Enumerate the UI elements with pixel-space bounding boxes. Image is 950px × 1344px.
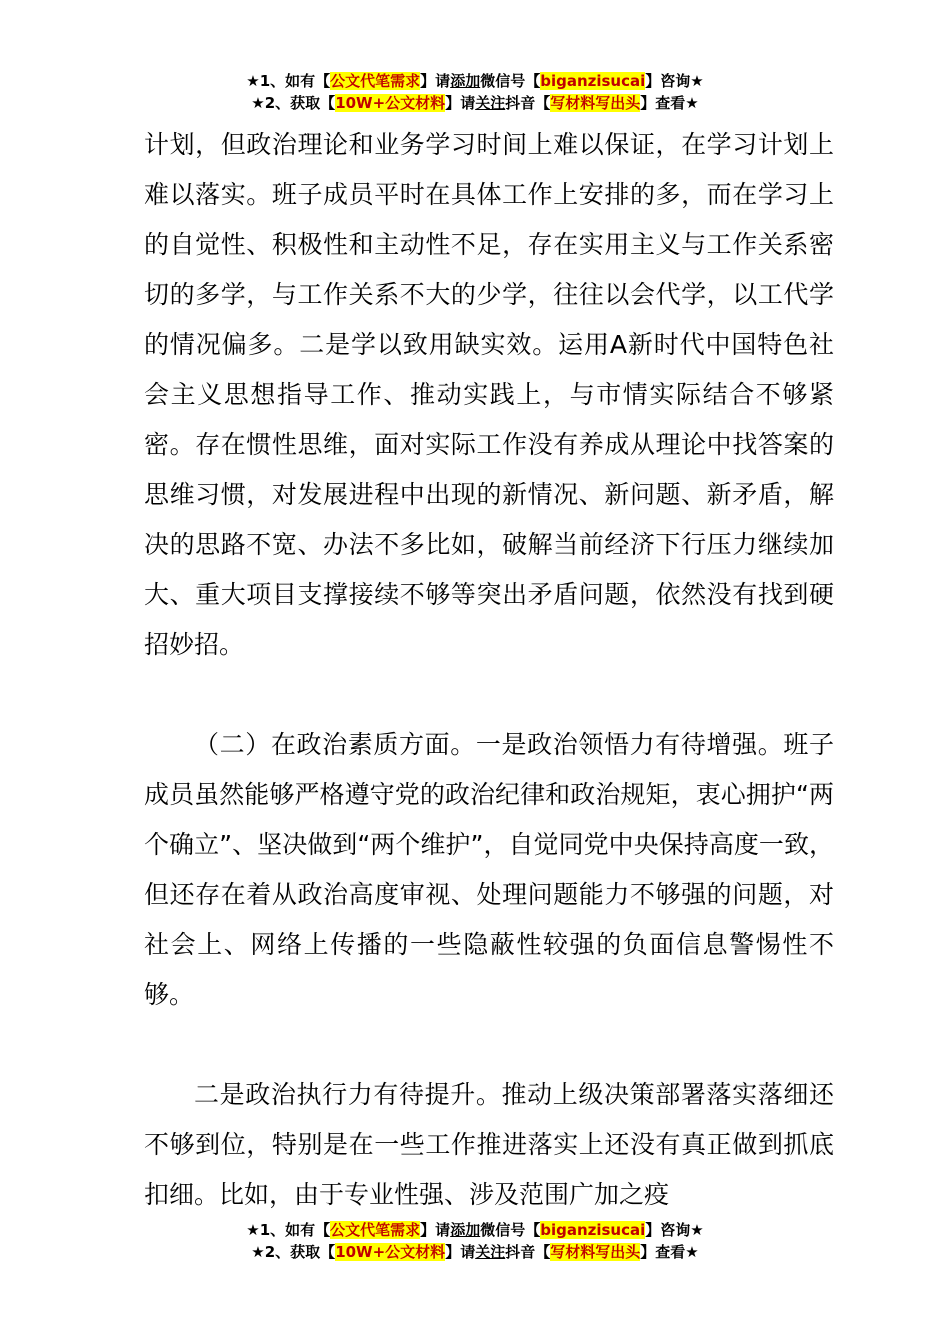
banner-text: 抖音【	[505, 94, 551, 112]
banner-text: 】请	[445, 1243, 476, 1261]
banner-line-2	[0, 1241, 950, 1263]
paragraph-gap	[144, 1020, 834, 1070]
banner-emphasis: 添加	[450, 72, 481, 90]
document-body	[144, 120, 834, 1220]
banner-text: 】请	[445, 94, 476, 112]
banner-emphasis: 关注	[475, 1243, 506, 1261]
paragraph-1: 计划，但政治理论和业务学习时间上难以保证，在学习计划上难以落实。班子成员平时在具体工作上安排的多，而在学习上的自觉性、积极性和主动性不足，存在实用主义与工作关系密切的多学，与工作关系不大的少学，往往以会代学，以工代学的情况偏多。二是学以致用缺实效。运用A新时代中国特色社会主义思想指导工作、推动实践上，与市情实际结合不够紧密。存在惯性思维，面对实际工作没有养成从理论中找答案的思维习惯，对发展进程中出现的新情况、新问题、新矛盾，解决的思路不宽、办法不多比如，破解当前经济下行压力继续加大、重大项目支撑接续不够等突出矛盾问题，依然没有找到硬招妙招。	[144, 130, 834, 659]
banner-line-1	[0, 70, 950, 92]
paragraph-2: （二）在政治素质方面。一是政治领悟力有待增强。班子成员虽然能够严格遵守党的政治纪律和政治规矩，衷心拥护“两个确立”、坚决做到“两个维护”，自觉同党中央保持高度一致，但还存在着从政治高度审视、处理问题能力不够强的问题，对社会上、网络上传播的一些隐蔽性较强的负面信息警惕性不够。	[144, 730, 834, 1009]
banner-text: 】咨询★	[645, 1221, 704, 1239]
banner-text: ★1、如有【	[246, 1221, 331, 1239]
banner-text: ★2、获取【	[251, 1243, 336, 1261]
paragraph-gap	[144, 670, 834, 720]
banner-text: 】请	[420, 1221, 451, 1239]
banner-text: 】查看★	[640, 94, 699, 112]
banner-line-2	[0, 92, 950, 114]
banner-line-1	[0, 1219, 950, 1241]
banner-text: ★2、获取【	[251, 94, 336, 112]
banner-emphasis: 关注	[475, 94, 506, 112]
banner-highlight: 写材料写出头	[550, 94, 641, 112]
header-banner	[0, 70, 950, 114]
banner-emphasis: 添加	[450, 1221, 481, 1239]
banner-text: 抖音【	[505, 1243, 551, 1261]
banner-text: 】请	[420, 72, 451, 90]
banner-text: 微信号【	[480, 1221, 541, 1239]
banner-text: 】查看★	[640, 1243, 699, 1261]
banner-highlight: biganzisucai	[540, 72, 646, 90]
banner-highlight: biganzisucai	[540, 1221, 646, 1239]
banner-text: ★1、如有【	[246, 72, 331, 90]
banner-text: 微信号【	[480, 72, 541, 90]
footer-banner	[0, 1219, 950, 1263]
banner-highlight: 写材料写出头	[550, 1243, 641, 1261]
banner-highlight: 公文代笔需求	[330, 1221, 421, 1239]
paragraph-3: 二是政治执行力有待提升。推动上级决策部署落实落细还不够到位，特别是在一些工作推进落实上还没有真正做到抓底扣细。比如，由于专业性强、涉及范围广加之疫	[144, 1080, 834, 1209]
banner-highlight: 10W+公文材料	[335, 1243, 446, 1261]
banner-highlight: 10W+公文材料	[335, 94, 446, 112]
banner-text: 】咨询★	[645, 72, 704, 90]
banner-highlight: 公文代笔需求	[330, 72, 421, 90]
